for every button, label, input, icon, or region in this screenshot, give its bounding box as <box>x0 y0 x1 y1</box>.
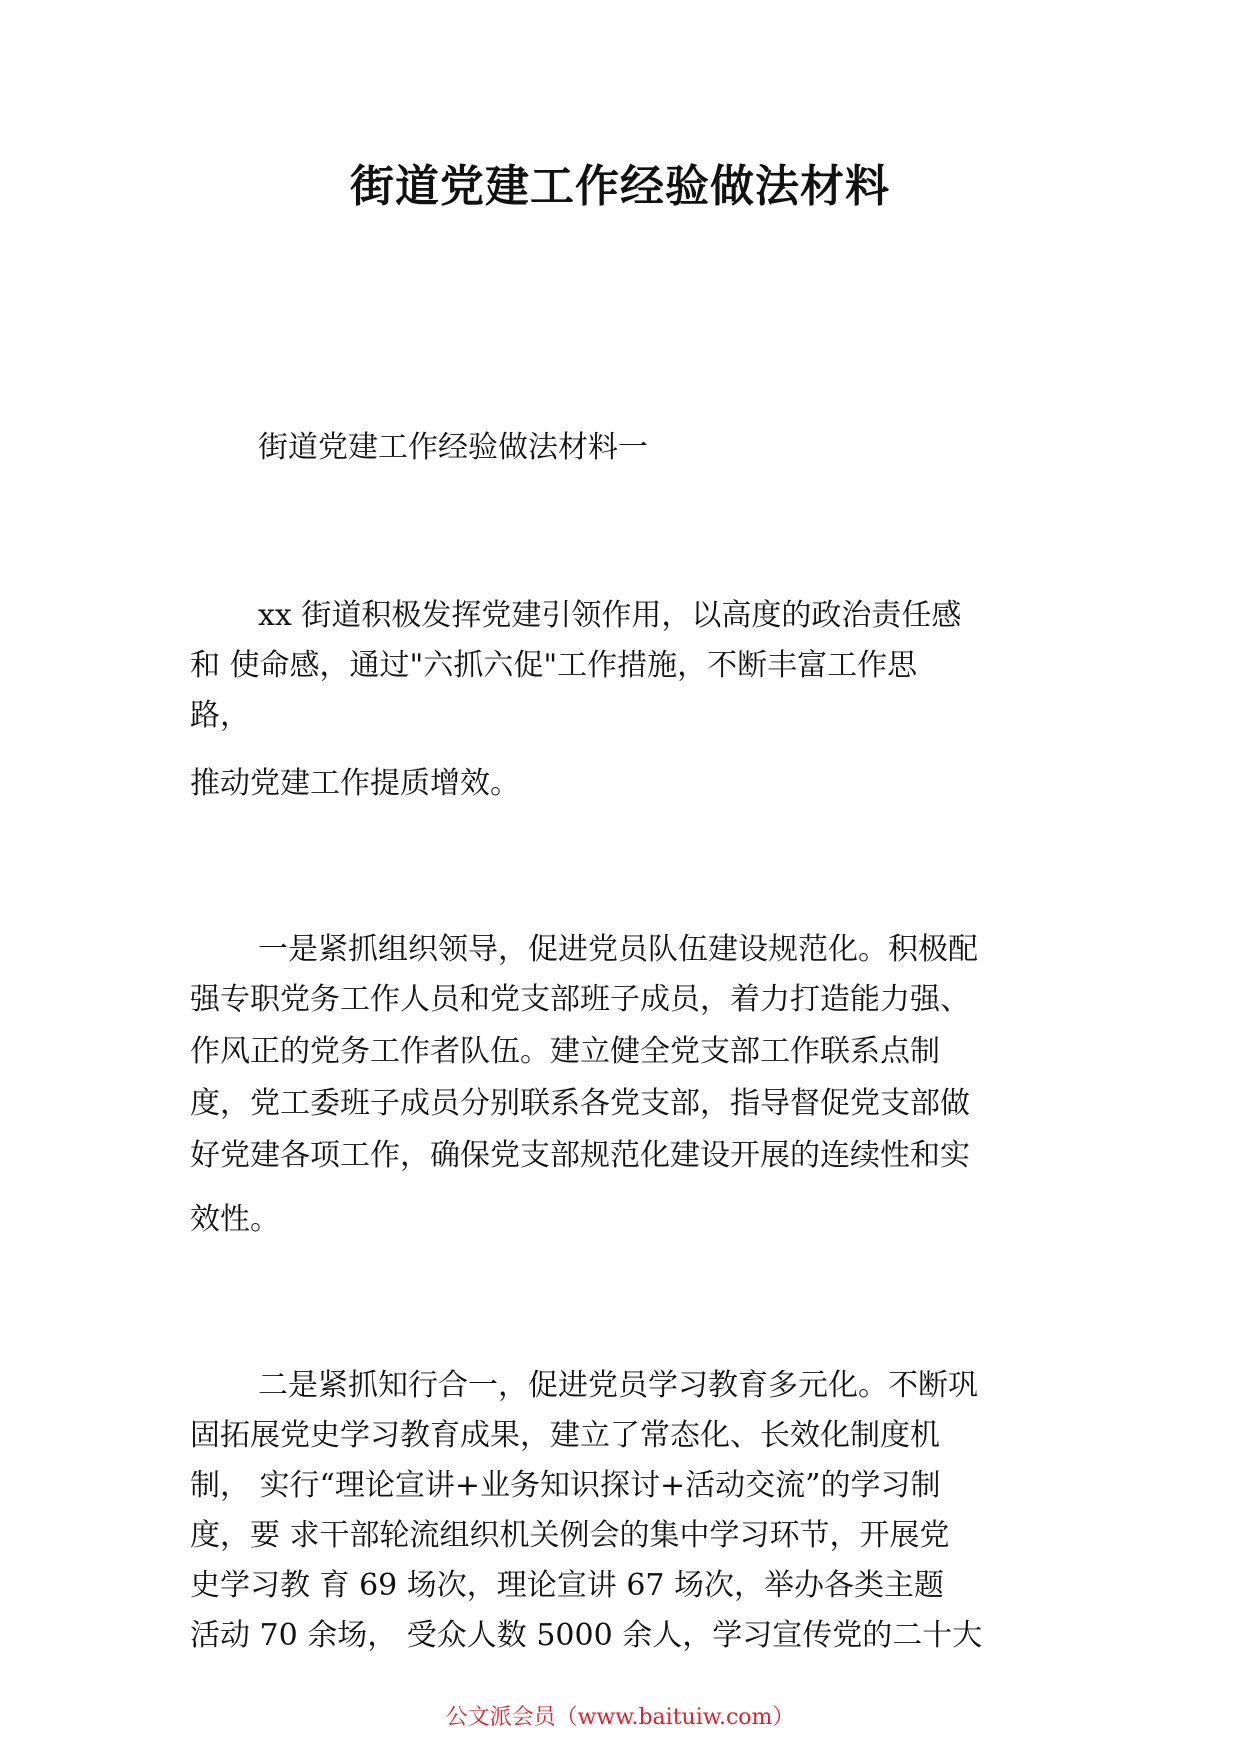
paragraph-3-line-4: 度，要 求干部轮流组织机关例会的集中学习环节，开展党 <box>190 1518 950 1553</box>
paragraph-2-line-6: 效性。 <box>190 1202 280 1237</box>
paragraph-2-line-5: 好党建各项工作，确保党支部规范化建设开展的连续性和实 <box>190 1138 970 1173</box>
paragraph-3-line-1: 二是紧抓知行合一，促进党员学习教育多元化。不断巩 <box>258 1368 978 1403</box>
footer-watermark[interactable]: 公文派会员（www.baituiw.com） <box>445 1705 795 1730</box>
paragraph-3-line-3: 制， 实行“理论宣讲+业务知识探讨+活动交流”的学习制 <box>190 1468 941 1503</box>
paragraph-1-line-1: xx 街道积极发挥党建引领作用，以高度的政治责任感 <box>258 598 962 633</box>
paragraph-2-line-2: 强专职党务工作人员和党支部班子成员，着力打造能力强、 <box>190 982 970 1017</box>
paragraph-2-line-3: 作风正的党务工作者队伍。建立健全党支部工作联系点制 <box>190 1034 940 1069</box>
paragraph-3-line-2: 固拓展党史学习教育成果，建立了常态化、长效化制度机 <box>190 1418 940 1453</box>
paragraph-2-line-4: 度，党工委班子成员分别联系各党支部，指导督促党支部做 <box>190 1086 970 1121</box>
section-subtitle: 街道党建工作经验做法材料一 <box>258 430 648 465</box>
paragraph-3-line-6: 活动 70 余场， 受众人数 5000 余人，学习宣传党的二十大 <box>190 1618 983 1653</box>
paragraph-3-line-5: 史学习教 育 69 场次，理论宣讲 67 场次，举办各类主题 <box>190 1568 945 1603</box>
paragraph-2-line-1: 一是紧抓组织领导，促进党员队伍建设规范化。积极配 <box>258 932 978 967</box>
paragraph-1-line-4: 推动党建工作提质增效。 <box>190 766 520 801</box>
document-title: 街道党建工作经验做法材料 <box>350 161 890 212</box>
paragraph-1-line-2: 和 使命感，通过"六抓六促"工作措施，不断丰富工作思 <box>190 648 918 683</box>
paragraph-1-line-3: 路， <box>190 698 250 733</box>
